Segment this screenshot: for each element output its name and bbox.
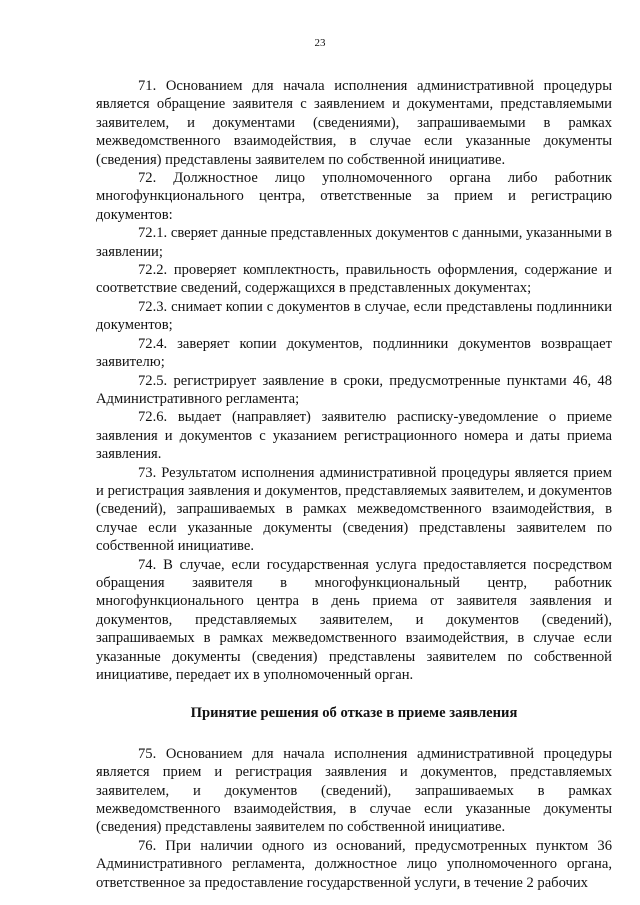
paragraph-71: 71. Основанием для начала исполнения административной процедуры является обращение заявителя с заявлением и документами, представляемыми заявителем, и документами (сведениями), запрашиваемыми в рамках межведомственного взаимодействия, в случае если указанные документы (сведения) представлены заявителем по собственной инициативе. (96, 78, 612, 168)
paragraph-76: 76. При наличии одного из оснований, предусмотренных пунктом 36 Административного регламента, должностное лицо уполномоченного органа, ответственное за предоставление государственной услуги, в течение 2 рабочих (96, 837, 612, 891)
page-number: 23 (314, 37, 326, 49)
document-body (96, 77, 612, 892)
paragraph-72: 72. Должностное лицо уполномоченного органа либо работник многофункционального центра, ответственные за прием и регистрацию документов: (96, 170, 612, 223)
paragraph-72-3: 72.3. снимает копии с документов в случае, если представлены подлинники документов; (96, 298, 612, 334)
paragraph-72-1: 72.1. сверяет данные представленных документов с данными, указанными в заявлении; (96, 225, 612, 260)
paragraph-73: 73. Результатом исполнения административной процедуры является прием и регистрация заявления и документов, представляемых заявителем, и документов (сведений), запрашиваемых в рамках межведомственного взаимодействия, в случае если указанные документы (сведения) представлены заявителем по собственной инициативе. (96, 464, 612, 555)
paragraph-74: 74. В случае, если государственная услуга предоставляется посредством обращения заявителя в многофункциональный центр, работник многофункционального центра в день приема от заявителя заявления и документов, представляемых заявителем, и документов (сведений), запрашиваемых в рамках межведомственного взаимодействия, в случае если указанные документы (сведения) представлены заявителем по собственной инициативе, передает их в уполномоченный орган. (96, 556, 612, 683)
paragraph-72-2: 72.2. проверяет комплектность, правильность оформления, содержание и соответствие сведений, содержащихся в представленных документах; (96, 262, 612, 297)
paragraph-72-6: 72.6. выдает (направляет) заявителю расписку-уведомление о приеме заявления и документов с указанием регистрационного номера и даты приема заявления. (96, 409, 612, 463)
section-heading: Принятие решения об отказе в приеме заявления (190, 705, 518, 722)
paragraph-72-5: 72.5. регистрирует заявление в сроки, предусмотренные пунктами 46, 48 Административного регламента; (96, 372, 612, 407)
paragraph-72-4: 72.4. заверяет копии документов, подлинники документов возвращает заявителю; (96, 335, 612, 371)
paragraph-75: 75. Основанием для начала исполнения административной процедуры является прием и регистрация заявления и документов, представляемых заявителем, и документов (сведений), запрашиваемых в рамках межведомственного взаимодействия, в случае если указанные документы (сведения) представлены заявителем по собственной инициативе. (96, 745, 612, 836)
